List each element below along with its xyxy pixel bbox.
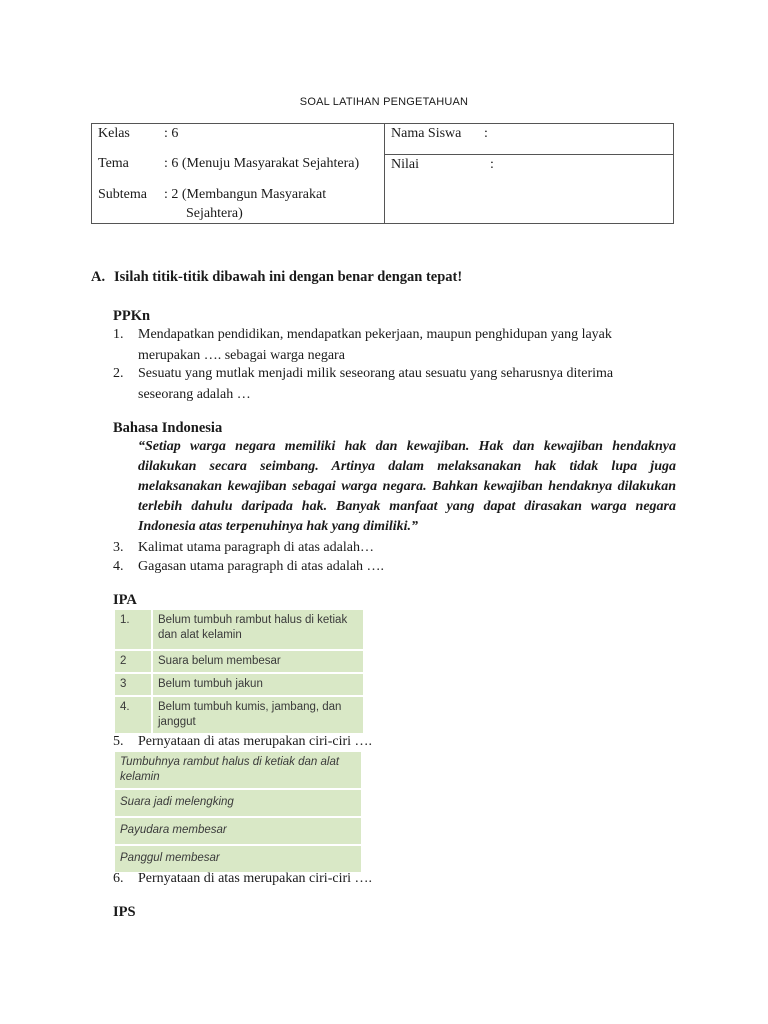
ipa-heading: IPA (113, 592, 137, 608)
subtema-value: : 2 (Membangun Masyarakat (164, 187, 327, 202)
question-number: 3. (113, 540, 124, 555)
bahasa-heading: Bahasa Indonesia (113, 420, 223, 436)
ips-heading: IPS (113, 904, 136, 920)
table-cell-text: Belum tumbuh kumis, jambang, dan janggut (152, 696, 364, 734)
student-info-table (91, 123, 674, 224)
table-cell-number: 1. (114, 609, 152, 650)
table-cell-text: Payudara membesar (114, 817, 362, 845)
page-title: SOAL LATIHAN PENGETAHUAN (299, 96, 469, 108)
kelas-value: : 6 (164, 126, 179, 141)
table-cell-text: Tumbuhnya rambut halus di ketiak dan alat kelamin (114, 751, 362, 789)
table-row (114, 817, 362, 845)
question-number: 1. (113, 327, 124, 342)
table-row (114, 696, 364, 734)
subtema-value-cont: Sejahtera) (186, 206, 243, 221)
table-cell-number: 2 (114, 650, 152, 673)
question-3: Kalimat utama paragraph di atas adalah… (138, 540, 374, 555)
nama-siswa-colon: : (484, 126, 488, 141)
reading-paragraph: “Setiap warga negara memiliki hak dan kewajiban. Hak dan kewajiban hendaknya dilakukan secara seimbang. Artinya dalam melaksanakan hak tidak lupa juga melaksanakan kewajiban sebagai warga negara. Bahkan kewajiban hendaknya dilakukan terlebih dahulu daripada hak. Banyak manfaat yang dapat dirasakan warga negara Indonesia atas terpenuhinya hak yang dimiliki.” (138, 439, 676, 534)
nilai-colon: : (490, 157, 494, 173)
question-number: 2. (113, 366, 124, 381)
question-number: 4. (113, 559, 124, 574)
question-6: Pernyataan di atas merupakan ciri-ciri …. (138, 871, 373, 886)
question-1-line2: merupakan …. sebagai warga negara (138, 348, 345, 363)
table-cell-text: Suara jadi melengking (114, 789, 362, 817)
table-row (114, 650, 364, 673)
kelas-label: Kelas (98, 126, 130, 141)
table-cell-text: Belum tumbuh jakun (152, 673, 364, 696)
tema-value: : 6 (Menuju Masyarakat Sejahtera) (164, 156, 360, 171)
table-row (114, 751, 362, 789)
ppkn-heading: PPKn (113, 308, 151, 324)
question-number: 5. (113, 734, 124, 749)
class-info-cell (92, 124, 385, 224)
nilai-cell[interactable] (385, 155, 674, 224)
question-4: Gagasan utama paragraph di atas adalah …. (138, 559, 385, 574)
nama-siswa-label: Nama Siswa (391, 126, 462, 141)
tema-label: Tema (98, 156, 129, 171)
table-row (114, 789, 362, 817)
question-1-line1: Mendapatkan pendidikan, mendapatkan pekerjaan, maupun penghidupan yang layak (138, 327, 612, 342)
subtema-label: Subtema (98, 187, 147, 202)
question-2-line2: seseorang adalah … (138, 387, 251, 402)
section-a-instruction: Isilah titik-titik dibawah ini dengan benar dengan tepat! (114, 269, 463, 285)
question-number: 6. (113, 871, 124, 886)
ipa-table-1 (113, 608, 365, 735)
table-cell-number: 4. (114, 696, 152, 734)
table-cell-number: 3 (114, 673, 152, 696)
question-2-line1: Sesuatu yang mutlak menjadi milik seseorang atau sesuatu yang seharusnya diterima (138, 366, 614, 381)
table-cell-text: Belum tumbuh rambut halus di ketiak dan alat kelamin (152, 609, 364, 650)
question-5: Pernyataan di atas merupakan ciri-ciri …. (138, 734, 373, 749)
ipa-table-2 (113, 750, 363, 874)
table-cell-text: Suara belum membesar (152, 650, 364, 673)
table-row (114, 609, 364, 650)
nilai-label: Nilai (391, 157, 419, 173)
table-row (114, 673, 364, 696)
section-a-letter: A. (91, 269, 106, 285)
nama-siswa-cell[interactable] (385, 124, 674, 155)
table-cell-text: Panggul membesar (114, 845, 362, 873)
